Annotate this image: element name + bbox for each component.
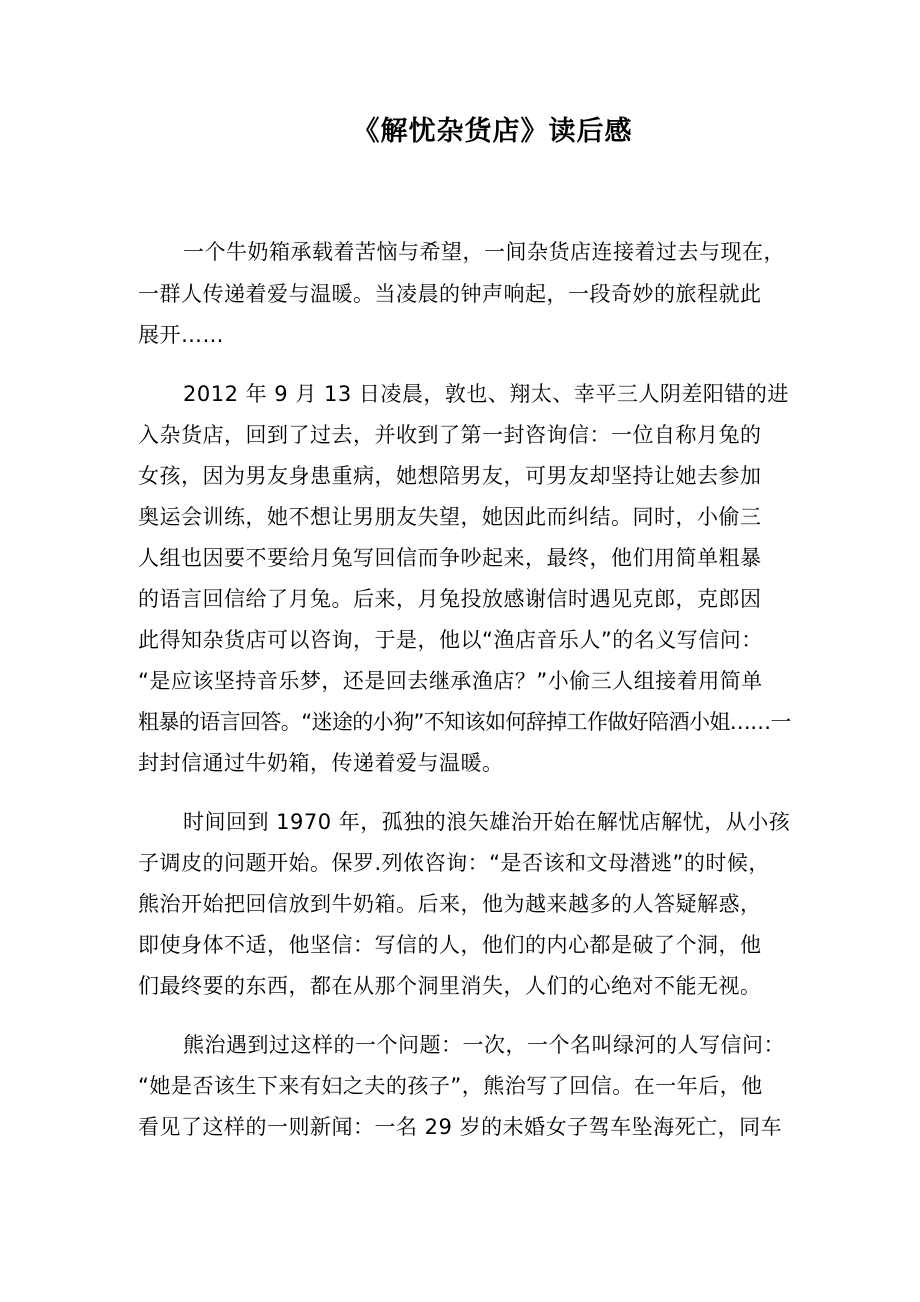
paragraph-line: “是应该坚持音乐梦，还是回去继承渔店？”小偷三人组接着用简单 (138, 669, 763, 693)
paragraph-line: 的语言回信给了月兔。后来，月兔投放感谢信时遇见克郎，克郎因 (138, 587, 762, 611)
paragraph-line: 展开…… (138, 323, 224, 347)
paragraph-line: 一个牛奶箱承载着苦恼与希望，一间杂货店连接着过去与现在， (183, 240, 785, 264)
paragraph-line: 子调皮的问题开始。保罗.列侬咨询：“是否该和文母潜逃”的时候， (138, 851, 770, 875)
document-title: 《解忧杂货店》读后感 (352, 116, 633, 147)
paragraph-line: 熊治遇到过这样的一个问题：一次，一个名叫绿河的人写信问： (183, 1033, 785, 1057)
paragraph-line: 们最终要的东西，都在从那个洞里消失，人们的心绝对不能无视。 (138, 974, 762, 998)
paragraph-line: “她是否该生下来有妇之夫的孩子”，熊治写了回信。在一年后，他 (138, 1074, 763, 1098)
paragraph-line: 封封信通过牛奶箱，传递着爱与温暖。 (138, 751, 504, 775)
paragraph-line: 奥运会训练，她不想让男朋友失望，她因此而纠结。同时，小偷三 (138, 505, 762, 529)
paragraph-line: 人组也因要不要给月兔写回信而争吵起来，最终，他们用简单粗暴 (138, 546, 762, 570)
paragraph-line: 此得知杂货店可以咨询，于是，他以“渔店音乐人”的名义写信问： (138, 628, 763, 652)
paragraph-line: 看见了这样的一则新闻：一名 29 岁的未婚女子驾车坠海死亡，同车 (138, 1115, 783, 1139)
paragraph-line: 2012 年 9 月 13 日凌晨，敦也、翔太、幸平三人阴差阳错的进 (183, 382, 789, 406)
paragraph-line: 即使身体不适，他坚信：写信的人，他们的内心都是破了个洞，他 (138, 933, 762, 957)
paragraph-line: 粗暴的语言回答。“迷途的小狗”不知该如何辞掉工作做好陪酒小姐……一 (138, 710, 791, 734)
paragraph-line: 入杂货店，回到了过去，并收到了第一封咨询信：一位自称月兔的 (138, 423, 762, 447)
paragraph-line: 熊治开始把回信放到牛奶箱。后来，他为越来越多的人答疑解惑， (138, 892, 762, 916)
paragraph-line: 女孩，因为男友身患重病，她想陪男友，可男友却坚持让她去参加 (138, 464, 762, 488)
paragraph-line: 时间回到 1970 年，孤独的浪矢雄治开始在解忧店解忧，从小孩 (183, 810, 791, 834)
paragraph-line: 一群人传递着爱与温暖。当凌晨的钟声响起，一段奇妙的旅程就此 (138, 282, 762, 306)
